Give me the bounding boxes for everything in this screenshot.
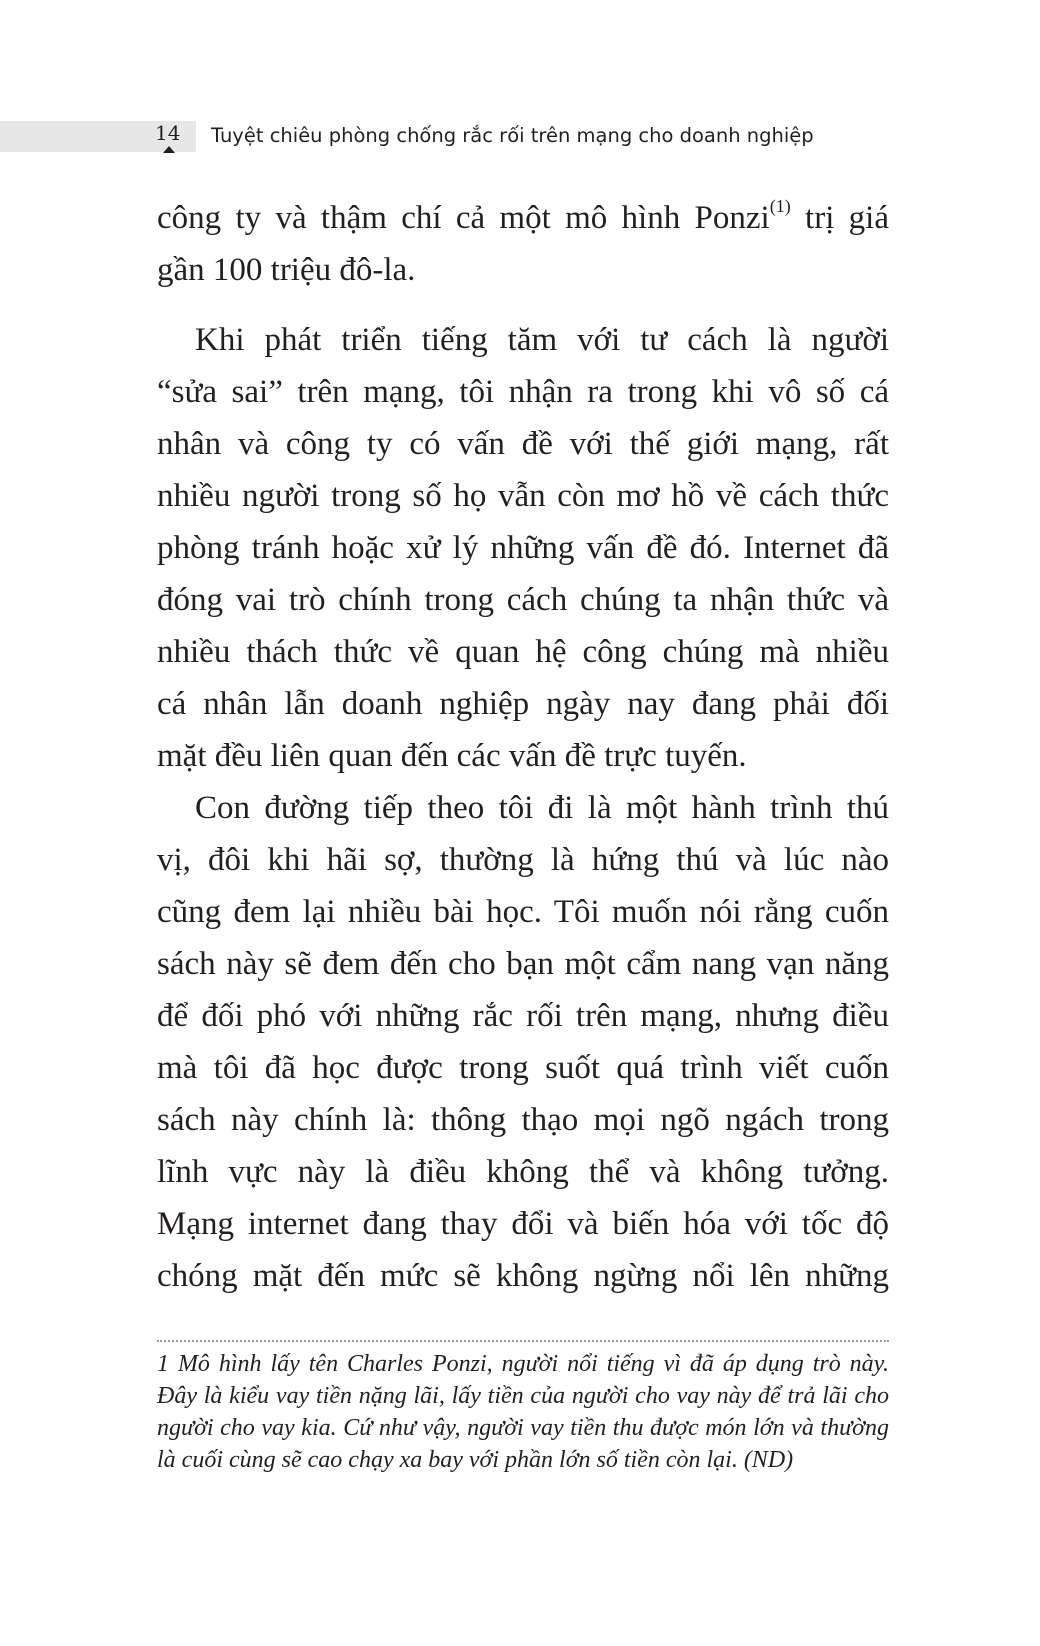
paragraph-line: “sửa sai” trên mạng, tôi nhận ra trong khi vô số cá: [157, 374, 889, 410]
paragraph-line: cá nhân lẫn doanh nghiệp ngày nay đang phải đối: [157, 686, 889, 722]
footnote-line: 1 Mô hình lấy tên Charles Ponzi, người nổi tiếng vì đã áp dụng trò này.: [157, 1351, 889, 1377]
running-title: Tuyệt chiêu phòng chống rắc rối trên mạng cho doanh nghiệp: [211, 124, 814, 147]
paragraph-3: [157, 782, 889, 1302]
paragraph-line: nhiều thách thức về quan hệ công chúng mà nhiều: [157, 634, 889, 670]
footnote-line: người cho vay kia. Cứ như vậy, người vay tiền thu được món lớn và thường: [157, 1415, 889, 1441]
body-text: [157, 192, 889, 1302]
paragraph-line: để đối phó với những rắc rối trên mạng, nhưng điều: [157, 998, 889, 1034]
paragraph-line: gần 100 triệu đô-la.: [157, 252, 416, 288]
paragraph-line: nhân và công ty có vấn đề với thế giới mạng, rất: [157, 426, 889, 462]
footnote-line: là cuối cùng sẽ cao chạy xa bay với phần lớn số tiền còn lại. (ND): [157, 1447, 794, 1473]
paragraph-1: [157, 192, 889, 296]
paragraph-line: sách này chính là: thông thạo mọi ngõ ngách trong: [157, 1102, 889, 1138]
footnote-line: Đây là kiểu vay tiền nặng lãi, lấy tiền của người cho vay này để trả lãi cho: [157, 1383, 889, 1409]
paragraph-text: trị giá: [790, 200, 889, 236]
paragraph-line: lĩnh vực này là điều không thể và không tưởng.: [157, 1154, 889, 1190]
footnote-reference[interactable]: (1): [769, 196, 791, 216]
paragraph-line: vị, đôi khi hãi sợ, thường là hứng thú và lúc nào: [157, 842, 889, 878]
paragraph-text: công ty và thậm chí cả một mô hình Ponzi: [157, 200, 770, 236]
page-number: 14: [155, 121, 181, 145]
footnote-divider: [157, 1340, 889, 1342]
paragraph-line: mặt đều liên quan đến các vấn đề trực tuyến.: [157, 738, 747, 774]
page-marker-triangle-icon: [163, 146, 175, 153]
paragraph-line: nhiều người trong số họ vẫn còn mơ hồ về cách thức: [157, 478, 889, 514]
footnote: [157, 1348, 889, 1476]
paragraph-line: mà tôi đã học được trong suốt quá trình viết cuốn: [157, 1050, 889, 1086]
paragraph-line: phòng tránh hoặc xử lý những vấn đề đó. Internet đã: [157, 530, 889, 566]
paragraph-line: chóng mặt đến mức sẽ không ngừng nổi lên những: [157, 1258, 889, 1294]
paragraph-line: sách này sẽ đem đến cho bạn một cẩm nang vạn năng: [157, 946, 889, 982]
paragraph-line: đóng vai trò chính trong cách chúng ta nhận thức và: [157, 582, 889, 618]
paragraph-line: Mạng internet đang thay đổi và biến hóa với tốc độ: [157, 1206, 889, 1242]
paragraph-line: Con đường tiếp theo tôi đi là một hành trình thú: [195, 790, 889, 826]
paragraph-2: [157, 314, 889, 782]
paragraph-line: Khi phát triển tiếng tăm với tư cách là người: [195, 322, 889, 358]
paragraph-line: cũng đem lại nhiều bài học. Tôi muốn nói rằng cuốn: [157, 894, 889, 930]
paragraph-line: [157, 192, 889, 244]
